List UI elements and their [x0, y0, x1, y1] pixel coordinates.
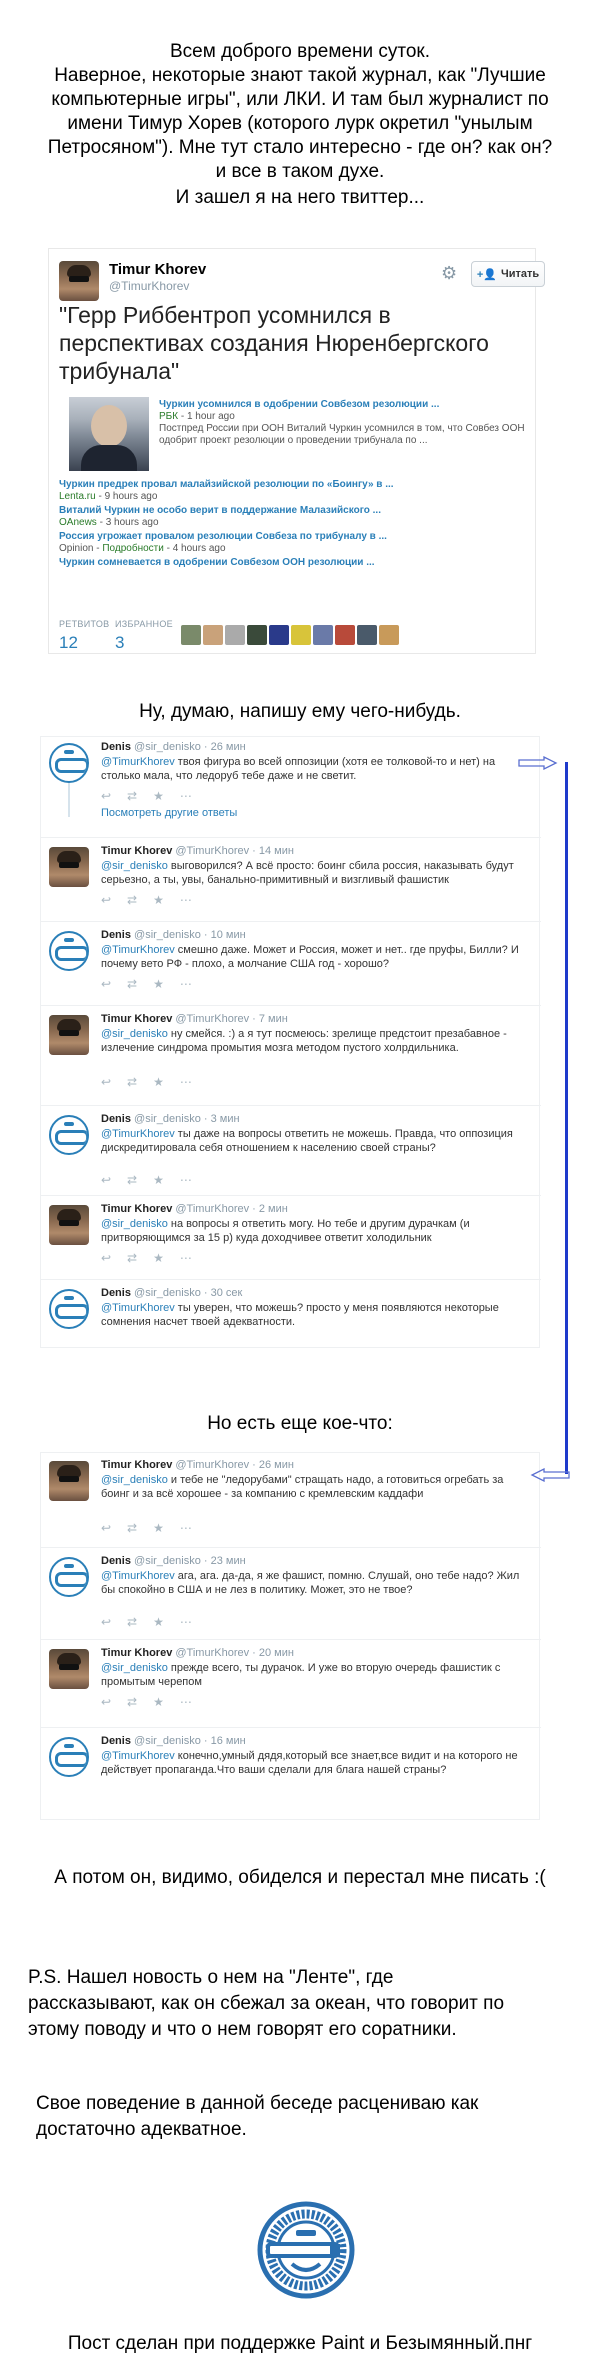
verdict-line-2: достаточно адекватное.	[36, 2119, 247, 2140]
tweet-actions[interactable]: ↩⇄★⋯	[101, 1615, 208, 1629]
follow-plus-icon: +👤	[476, 268, 497, 281]
mention-link[interactable]: @sir_denisko	[101, 1218, 168, 1230]
tweet-actions[interactable]: ↩⇄★⋯	[101, 1695, 208, 1709]
tweet-time[interactable]: · 16 мин	[203, 1735, 246, 1747]
mention-link[interactable]: @sir_denisko	[101, 1474, 168, 1486]
retweets-label: РЕТВИТОВ	[59, 619, 110, 629]
divider	[41, 1105, 541, 1106]
tweet-body: ты уверен, что можешь? просто у меня появляются некоторые сомнения насчет твоей адекватности.	[101, 1302, 499, 1328]
tweet-time[interactable]: · 20 мин	[252, 1647, 294, 1659]
author-handle[interactable]: @sir_denisko	[134, 1555, 201, 1567]
avatar[interactable]	[49, 743, 89, 783]
author-name[interactable]: Denis	[101, 1113, 131, 1125]
tweet-text	[101, 1569, 531, 1597]
author-name[interactable]: Denis	[101, 929, 131, 941]
tweet-text	[101, 1749, 531, 1777]
tweet-text	[101, 1027, 531, 1055]
mini-avatar[interactable]	[247, 625, 267, 645]
footer-caption: Пост сделан при поддержке Paint и Безымянный.пнг	[67, 2333, 533, 2354]
news-headline[interactable]: Россия угрожает провалом резолюции Совбеза по трибуналу в ...	[59, 531, 387, 542]
mention-link[interactable]: @sir_denisko	[101, 1662, 168, 1674]
author-handle[interactable]: @TimurKhorev	[175, 1203, 250, 1215]
tweet-time[interactable]: · 10 мин	[203, 929, 246, 941]
arrow-right-icon	[518, 756, 558, 770]
tweet-time[interactable]: · 2 мин	[252, 1203, 288, 1215]
author-handle[interactable]: @TimurKhorev	[175, 1647, 250, 1659]
ps-line-3: этому поводу и что о нем говорят его соратники.	[28, 2019, 457, 2040]
news-item-5[interactable]	[59, 557, 529, 569]
tweet-body: на вопросы я ответить могу. Но тебе и другим дурачкам (и притворяющимся за 15 р) куда доходчивее ответит холодильник	[101, 1218, 470, 1244]
tweet-text	[101, 943, 531, 971]
news-source: Opinion	[59, 543, 94, 554]
tweet[interactable]	[41, 1647, 541, 1719]
tweet-actions[interactable]: ↩⇄★⋯	[101, 1521, 208, 1535]
more-replies-link[interactable]: Посмотреть другие ответы	[101, 807, 238, 819]
news-time: 9 hours ago	[104, 491, 158, 502]
connector-line	[565, 762, 568, 1474]
intro-line-1: Всем доброго времени суток.	[170, 41, 430, 62]
tweet[interactable]	[41, 1013, 541, 1103]
news-snippet: Постпред России при ООН Виталий Чуркин усомнился в том, что Совбез ООН одобрит проект резолюции о проведении трибунала по ...	[159, 423, 525, 446]
avatar[interactable]	[49, 1649, 89, 1689]
author-name[interactable]: Denis	[101, 1555, 131, 1567]
gear-icon[interactable]: ⚙	[441, 263, 458, 283]
mention-link[interactable]: @sir_denisko	[101, 1028, 168, 1040]
news-item-1[interactable]: Чуркин усомнился в одобрении Совбезом резолюции ... РБК - 1 hour ago Постпред России при ООН Виталий Чуркин усомнился в том, что Совбез ООН одобрит проект резолюции о проведении трибунала по ...	[159, 399, 529, 447]
avatar[interactable]	[49, 1289, 89, 1329]
avatar[interactable]	[49, 847, 89, 887]
tweet-meta	[101, 1555, 246, 1567]
follow-button[interactable]	[471, 261, 545, 287]
author-name[interactable]: Timur Khorev	[101, 1459, 173, 1471]
avatar[interactable]	[49, 1015, 89, 1055]
news-time: 4 hours ago	[172, 543, 226, 554]
verdict-line-1: Свое поведение в данной беседе расцениваю как	[36, 2093, 479, 2114]
tweet-meta	[101, 1013, 288, 1025]
author-handle[interactable]: @sir_denisko	[134, 929, 201, 941]
mention-link[interactable]: @TimurKhorev	[101, 756, 175, 768]
mini-avatar[interactable]	[357, 625, 377, 645]
tweet-text	[101, 1301, 531, 1329]
author-handle[interactable]: @sir_denisko	[134, 1735, 201, 1747]
mention-link[interactable]: @sir_denisko	[101, 860, 168, 872]
tweet-text	[101, 1473, 531, 1501]
tweet-time[interactable]: · 3 мин	[203, 1113, 240, 1125]
mini-avatar[interactable]	[291, 625, 311, 645]
caption-stopped-writing: А потом он, видимо, обиделся и перестал мне писать :(	[54, 1867, 546, 1888]
tweet-meta	[101, 1287, 242, 1299]
avatar[interactable]	[49, 1461, 89, 1501]
divider	[41, 1547, 541, 1548]
mention-link[interactable]: @TimurKhorev	[101, 1750, 175, 1762]
tweet-time[interactable]: · 7 мин	[252, 1013, 288, 1025]
news-item-3[interactable]: Виталий Чуркин не особо верит в поддержание Малазийского ... OAnews - 3 hours ago	[59, 505, 529, 529]
tweet-actions[interactable]: ↩⇄★⋯	[101, 893, 208, 907]
caption-something-else: Но есть еще кое-что:	[207, 1413, 393, 1434]
tweet-time[interactable]: · 26 мин	[252, 1459, 294, 1471]
profile-handle[interactable]: @TimurKhorev	[109, 279, 190, 293]
tweet-text: "Герр Риббентроп усомнился в перспективах создания Нюренбергского трибунала"	[59, 302, 489, 384]
tweet-text	[101, 859, 531, 887]
author-handle[interactable]: @TimurKhorev	[175, 845, 250, 857]
mini-avatar[interactable]	[379, 625, 399, 645]
mention-link[interactable]: @TimurKhorev	[101, 1570, 175, 1582]
news-details-link[interactable]: Подробности	[102, 543, 164, 554]
caption-write-something: Ну, думаю, напишу ему чего-нибудь.	[139, 701, 461, 722]
tweet-meta	[101, 1113, 240, 1125]
retweets-count[interactable]: 12	[59, 633, 78, 652]
tweet-body: выговорился? А всё просто: боинг сбила россия, наказывать будут серьезно, а ты, увы, банально-примитивный и визгливый фашистик	[101, 860, 514, 886]
tweet[interactable]	[41, 1203, 541, 1275]
news-headline[interactable]: Чуркин сомневается в одобрении Совбезом ООН резолюции ...	[59, 557, 375, 568]
divider	[41, 1195, 541, 1196]
intro-line-6: и все в таком духе.	[215, 161, 385, 182]
divider	[41, 837, 541, 838]
mini-avatar[interactable]	[225, 625, 245, 645]
tweet-text	[101, 755, 531, 783]
tweet-body: конечно,умный дядя,который все знает,все видит и на которого не действует пропаганда.Что ваши сделали для блага нашей страны?	[101, 1750, 518, 1776]
tweet-body: ты даже на вопросы ответить не можешь. Правда, что оппозиция дискредитировала себя отношением к населению своей страны?	[101, 1128, 513, 1154]
news-item-4[interactable]: Россия угрожает провалом резолюции Совбеза по трибуналу в ... Opinion - Подробности - 4 hours ago	[59, 531, 529, 555]
mini-avatar[interactable]	[313, 625, 333, 645]
tweet-meta	[101, 845, 294, 857]
avatar[interactable]	[49, 1737, 89, 1777]
avatar[interactable]	[59, 261, 99, 301]
author-handle[interactable]: @sir_denisko	[134, 1287, 201, 1299]
arrow-left-icon	[530, 1468, 570, 1482]
mention-link[interactable]: @TimurKhorev	[101, 1128, 175, 1140]
intro-line-2: Наверное, некоторые знают такой журнал, как "Лучшие	[54, 65, 546, 86]
ps-line-1: P.S. Нашел новость о нем на "Ленте", где	[28, 1967, 394, 1988]
tweet-text	[101, 1127, 531, 1155]
tweet-time[interactable]: · 30 сек	[203, 1287, 243, 1299]
tweet-meta	[101, 1203, 288, 1215]
author-name[interactable]: Timur Khorev	[101, 1203, 173, 1215]
avatar[interactable]	[49, 1557, 89, 1597]
tweet-time[interactable]: · 23 мин	[203, 1555, 246, 1567]
tweet[interactable]	[41, 741, 541, 827]
tweet-meta	[101, 929, 246, 941]
tweet-actions[interactable]: ↩⇄★⋯	[101, 1173, 208, 1187]
author-handle[interactable]: @sir_denisko	[134, 741, 201, 753]
tweet[interactable]	[41, 1287, 541, 1347]
divider	[41, 1005, 541, 1006]
intro-line-7: И зашел я на него твиттер...	[175, 187, 425, 208]
tweet-meta	[101, 1459, 294, 1471]
tweet[interactable]	[41, 1113, 541, 1193]
mini-avatar[interactable]	[203, 625, 223, 645]
laughing-man-logo-icon	[256, 2200, 356, 2300]
author-handle[interactable]: @TimurKhorev	[175, 1459, 250, 1471]
tweet-time[interactable]: · 14 мин	[252, 845, 294, 857]
tweet[interactable]	[41, 1735, 541, 1815]
mini-avatar[interactable]	[335, 625, 355, 645]
intro-line-3: компьютерные игры", или ЛКИ. И там был журналист по	[51, 89, 549, 110]
tweet-meta	[101, 1735, 246, 1747]
tweet-body: ага, ага. да-да, я же фашист, помню. Слушай, оно тебе надо? Жил бы спокойно в США и не лез в политику. Может, это не твое?	[101, 1570, 520, 1596]
embedded-tweet-card	[48, 248, 540, 654]
mention-link[interactable]: @TimurKhorev	[101, 944, 175, 956]
tweet-actions[interactable]: ↩⇄★⋯	[101, 977, 208, 991]
favoriters-avatars	[181, 625, 399, 645]
news-headline[interactable]: Чуркин усомнился в одобрении Совбезом резолюции ...	[159, 399, 440, 410]
follow-label: Читать	[500, 268, 540, 280]
avatar[interactable]	[49, 1205, 89, 1245]
author-handle[interactable]: @TimurKhorev	[175, 1013, 250, 1025]
tweet-time[interactable]: · 26 мин	[203, 741, 246, 753]
divider	[41, 1639, 541, 1640]
ps-line-2: рассказывают, как он сбежал за океан, что говорит по	[28, 1993, 505, 2014]
mini-avatar[interactable]	[269, 625, 289, 645]
news-source: Lenta.ru	[59, 491, 96, 502]
tweet-text	[101, 1661, 531, 1689]
tweet-body: прежде всего, ты дурачок. И уже во вторую очередь фашистик с промытым черепом	[101, 1662, 501, 1688]
favorites-count[interactable]: 3	[115, 633, 125, 652]
author-name[interactable]: Denis	[101, 1287, 131, 1299]
author-name[interactable]: Timur Khorev	[101, 845, 173, 857]
news-source: РБК	[159, 411, 179, 422]
author-name[interactable]: Timur Khorev	[101, 1647, 173, 1659]
conversation-thread-2	[40, 1452, 540, 1820]
news-photo[interactable]	[69, 397, 149, 471]
news-source: OAnews	[59, 517, 97, 528]
tweet[interactable]	[41, 1555, 541, 1635]
profile-name[interactable]: Timur Khorev	[109, 261, 207, 278]
mention-link[interactable]: @TimurKhorev	[101, 1302, 175, 1314]
mini-avatar[interactable]	[181, 625, 201, 645]
intro-line-5: Петросяном"). Мне тут стало интересно - где он? как он?	[47, 137, 553, 158]
tweet-meta	[101, 1647, 294, 1659]
news-time: 3 hours ago	[105, 517, 159, 528]
news-item-2[interactable]: Чуркин предрек провал малайзийской резолюции по «Боингу» в ... Lenta.ru - 9 hours ago	[59, 479, 529, 503]
news-headline[interactable]: Виталий Чуркин не особо верит в поддержание Малазийского ...	[59, 505, 381, 516]
news-time: 1 hour ago	[186, 411, 235, 422]
tweet-body: и тебе не "ледорубами" стращать надо, а готовиться огребать за боинг и за всё хорошее - за компанию с кремлевским каддафи	[101, 1474, 504, 1500]
tweet-actions[interactable]: ↩⇄★⋯	[101, 1075, 208, 1089]
divider	[41, 1727, 541, 1728]
intro-line-4: имени Тимур Хорев (которого лурк окретил "унылым	[67, 113, 533, 134]
tweet[interactable]	[41, 1459, 541, 1543]
favorites-label: ИЗБРАННОЕ	[115, 619, 173, 629]
tweet-body: смешно даже. Может и Россия, может и нет.. где пруфы, Билли? И почему вето РФ - плохо, а молчание США год - хорошо?	[101, 944, 519, 970]
author-name[interactable]: Denis	[101, 741, 131, 753]
tweet-body: ну смейся. :) а я тут посмеюсь: зрелище предстоит презабавное - излечение синдрома промытия мозга методом пустого холрдильника.	[101, 1028, 507, 1054]
tweet-meta	[101, 741, 246, 753]
tweet[interactable]	[41, 845, 541, 917]
avatar[interactable]	[49, 1115, 89, 1155]
tweet[interactable]	[41, 929, 541, 1001]
author-name[interactable]: Denis	[101, 1735, 131, 1747]
tweet-text	[101, 1217, 531, 1245]
conversation-thread-1	[40, 736, 540, 1348]
tweet-actions[interactable]: ↩⇄★⋯	[101, 1251, 208, 1265]
divider	[41, 1279, 541, 1280]
divider	[41, 921, 541, 922]
news-headline[interactable]: Чуркин предрек провал малайзийской резолюции по «Боингу» в ...	[59, 479, 394, 490]
tweet-actions[interactable]: ↩⇄★⋯	[101, 789, 208, 803]
tweet-body: твоя фигура во всей оппозиции (хотя ее толковой-то и нет) на столько мала, что ледоруб тебе даже и не светит.	[101, 756, 496, 782]
author-handle[interactable]: @sir_denisko	[134, 1113, 201, 1125]
avatar[interactable]	[49, 931, 89, 971]
author-name[interactable]: Timur Khorev	[101, 1013, 173, 1025]
